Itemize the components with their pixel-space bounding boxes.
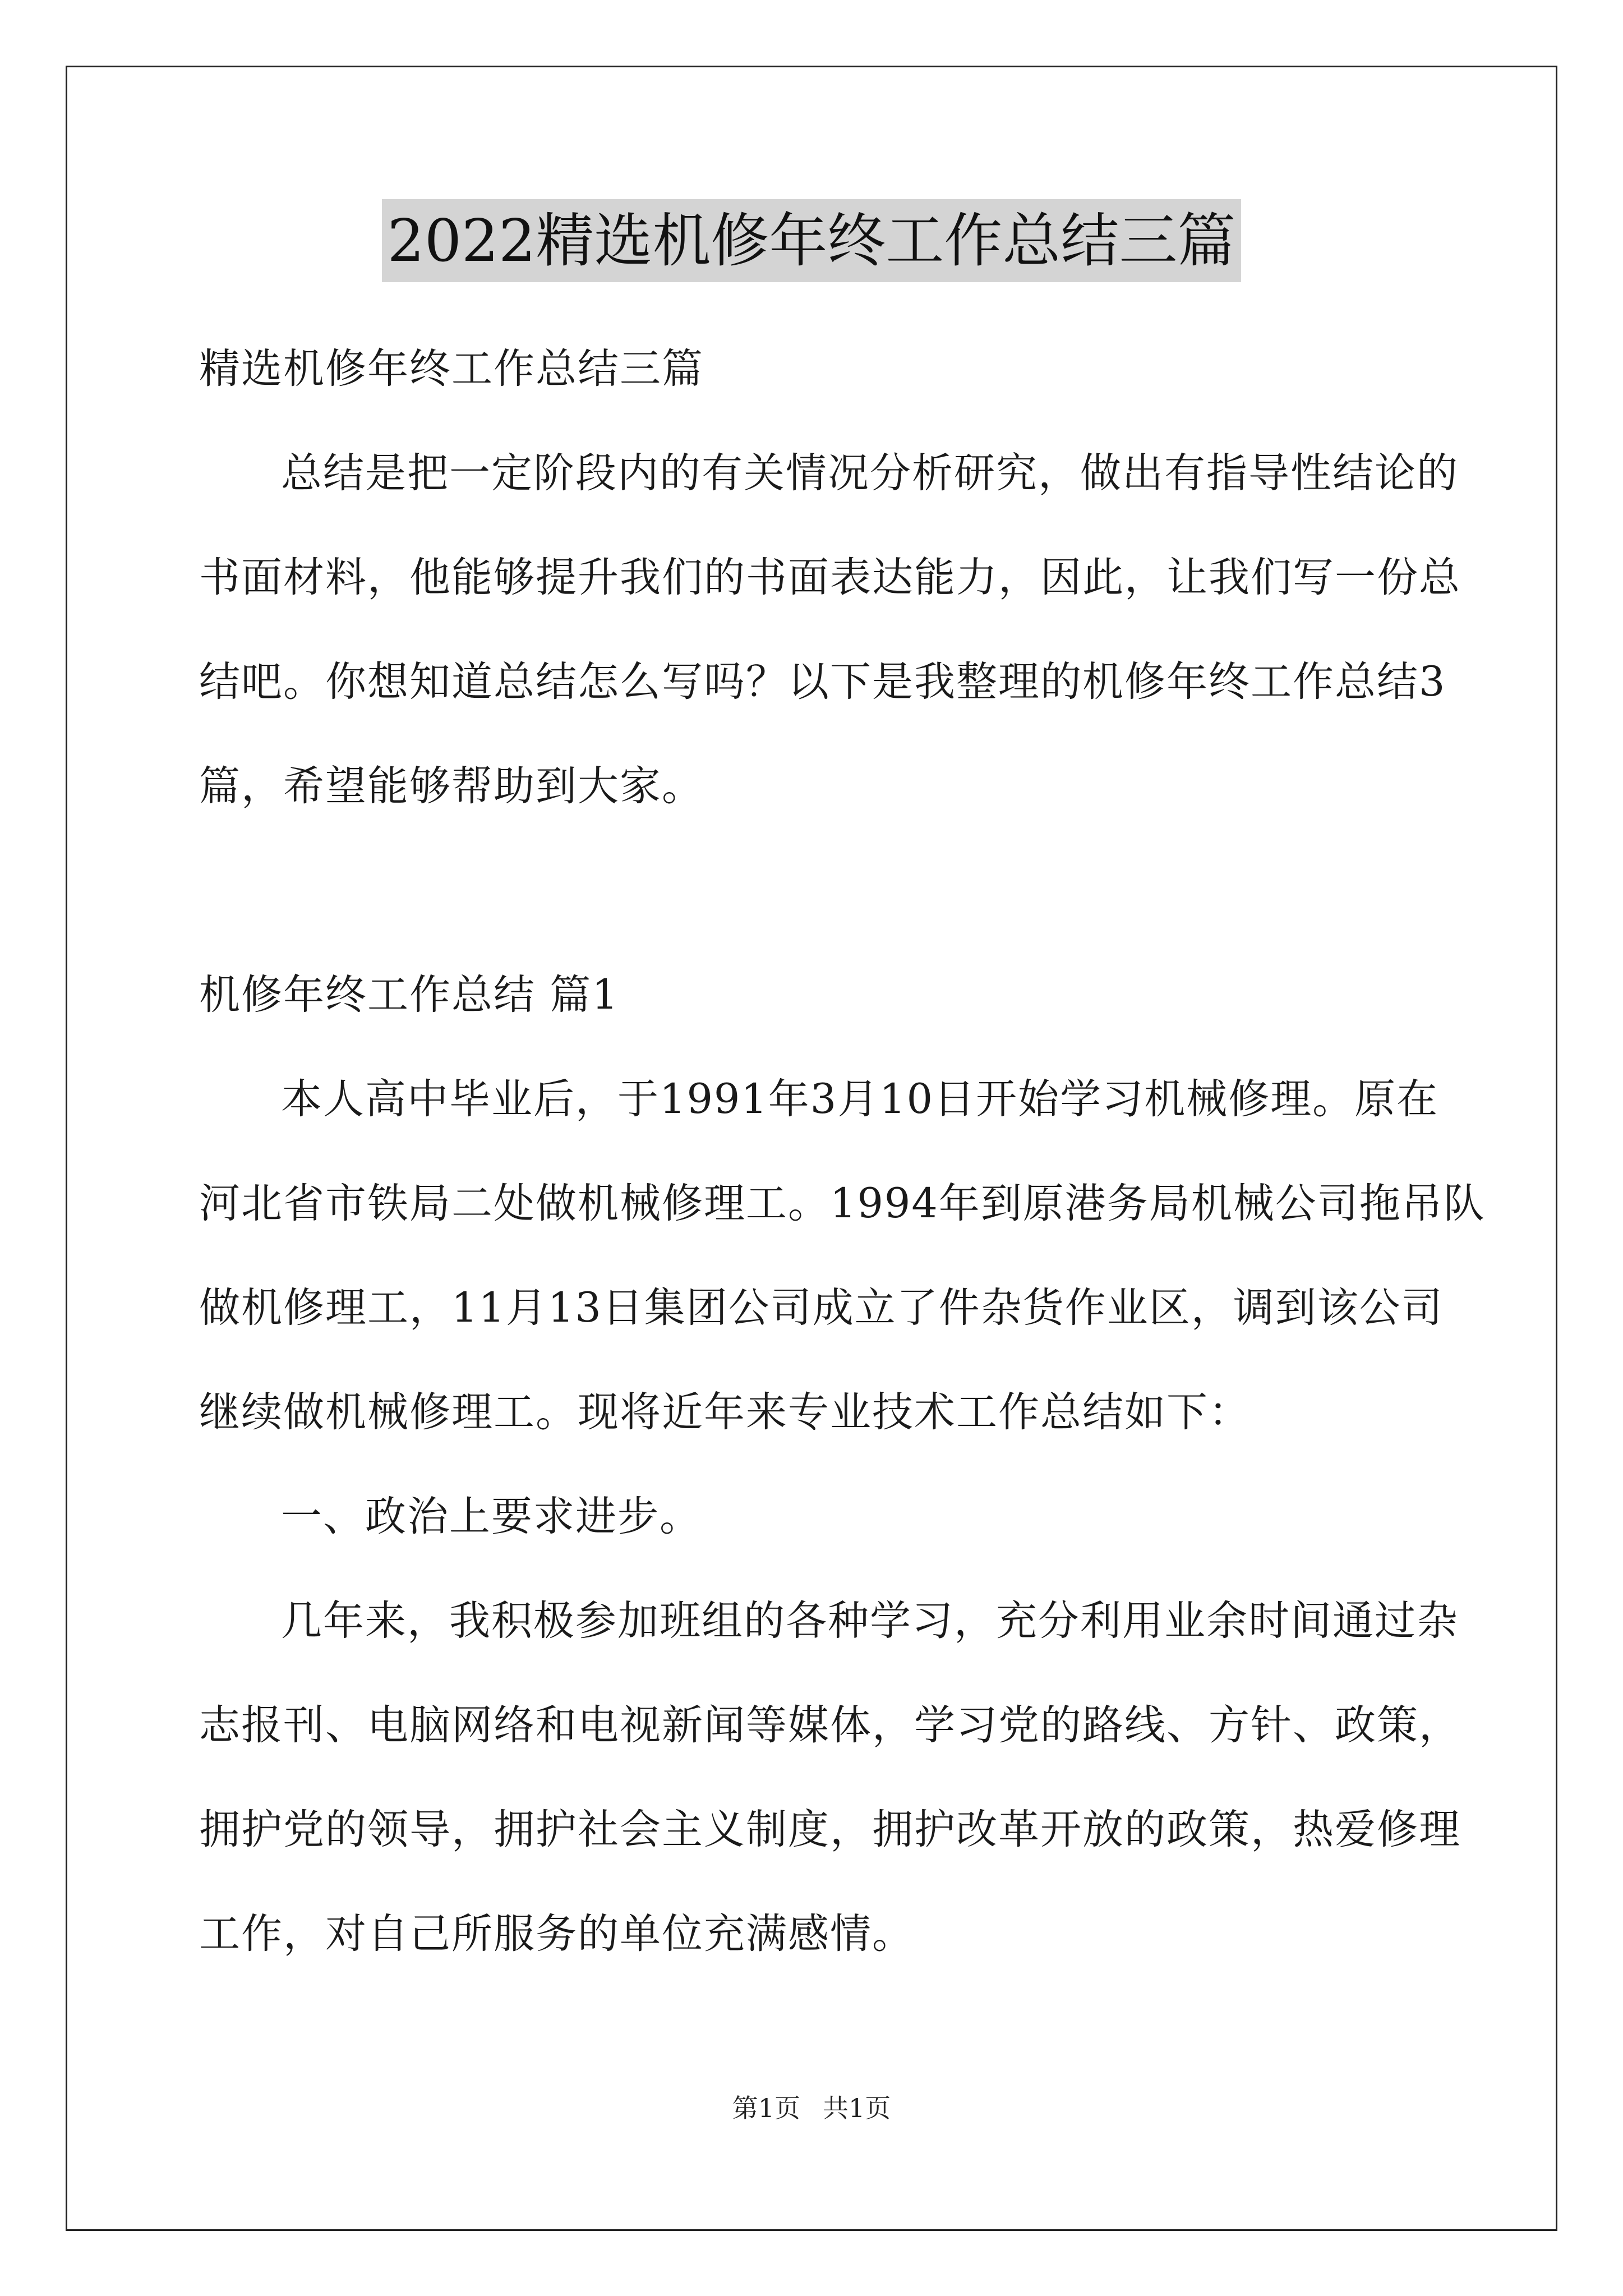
- paragraph-line: 工作，对自己所服务的单位充满感情。: [199, 1910, 914, 1958]
- title-container: [0, 199, 1623, 282]
- paragraph-line: 本人高中毕业后，于1991年3月10日开始学习机械修理。原在: [281, 1075, 1439, 1123]
- paragraph-line: 做机修理工，11月13日集团公司成立了件杂货作业区，调到该公司: [199, 1284, 1444, 1332]
- paragraph-line: 志报刊、电脑网络和电视新闻等媒体，学习党的路线、方针、政策，: [199, 1701, 1461, 1749]
- intro-line: 书面材料，他能够提升我们的书面表达能力，因此，让我们写一份总: [199, 554, 1461, 601]
- page-total: 共1页: [823, 2093, 891, 2123]
- intro-line: 篇，希望能够帮助到大家。: [199, 762, 704, 810]
- document-title: 2022精选机修年终工作总结三篇: [382, 199, 1242, 282]
- page-footer: [0, 2091, 1623, 2125]
- paragraph-line: 几年来，我积极参加班组的各种学习，充分利用业余时间通过杂: [281, 1597, 1459, 1645]
- page-number: 第1页: [732, 2093, 800, 2123]
- intro-line: 总结是把一定阶段内的有关情况分析研究，做出有指导性结论的: [281, 449, 1459, 497]
- paragraph-line: 河北省市铁局二处做机械修理工。1994年到原港务局机械公司拖吊队: [199, 1180, 1486, 1227]
- point-heading: 一、政治上要求进步。: [281, 1493, 702, 1540]
- document-body: [199, 317, 1486, 1986]
- intro-line: 结吧。你想知道总结怎么写吗？以下是我整理的机修年终工作总结3: [199, 658, 1446, 706]
- document-subtitle: 精选机修年终工作总结三篇: [199, 345, 704, 393]
- paragraph-line: 拥护党的领导，拥护社会主义制度，拥护改革开放的政策，热爱修理: [199, 1806, 1461, 1853]
- paragraph-line: 继续做机械修理工。现将近年来专业技术工作总结如下：: [199, 1388, 1251, 1436]
- blank-line: [199, 839, 1436, 943]
- section-heading: 机修年终工作总结 篇1: [199, 971, 619, 1019]
